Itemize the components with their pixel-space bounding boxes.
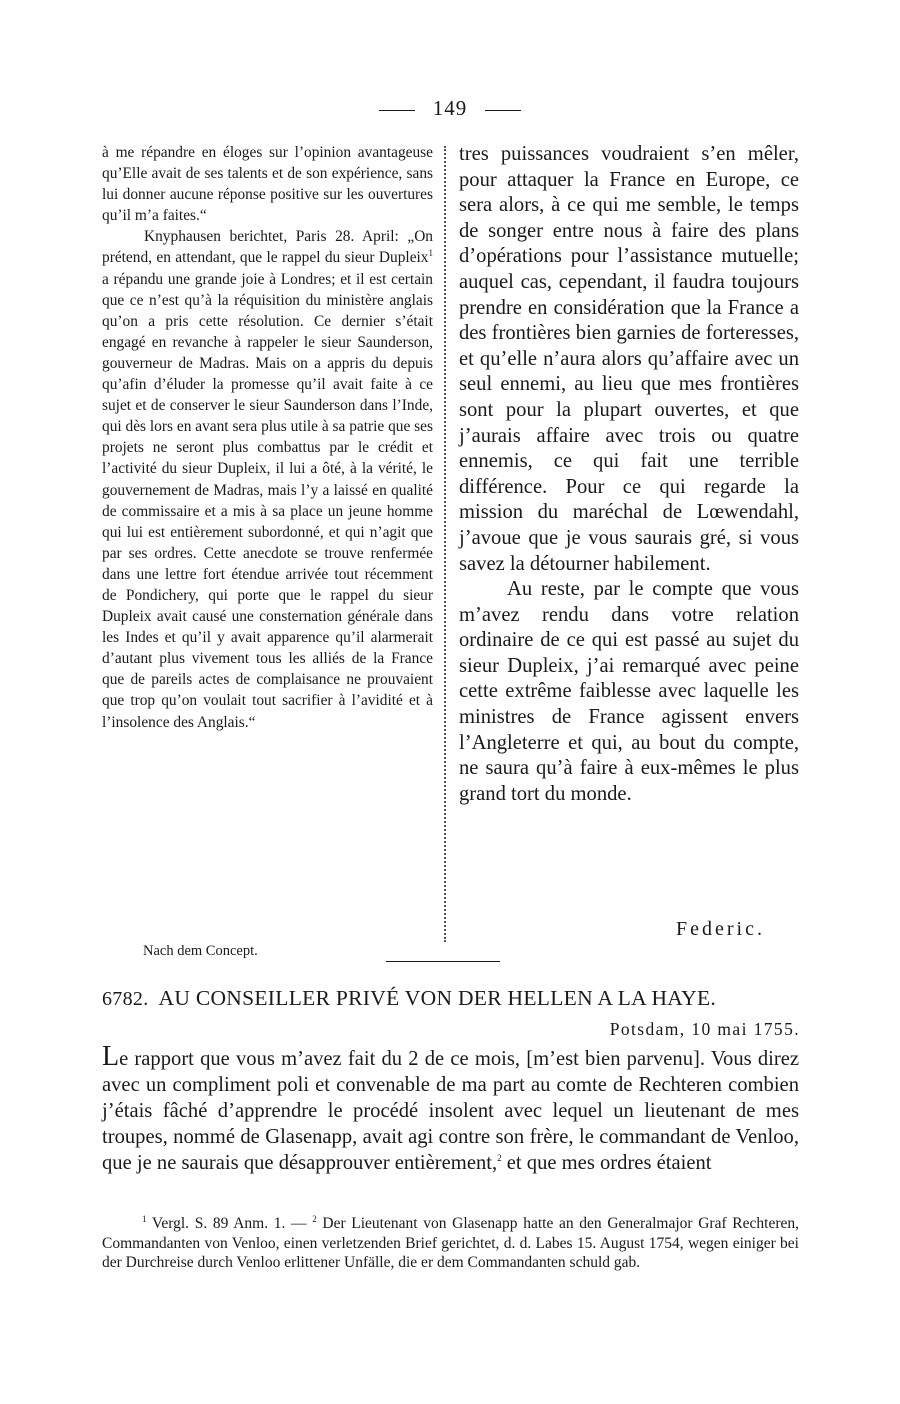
left-paragraph-2-start: Knyphausen berichtet, Paris 28. April: „On prétend, en attendant, que le rappel du sieur Dupleix: [102, 228, 433, 267]
left-paragraph-2: [102, 226, 433, 732]
page-number: 149: [432, 96, 468, 120]
drop-cap: L: [102, 1041, 120, 1072]
place-date: Potsdam, 10 mai 1755.: [609, 1019, 800, 1039]
header-dash-left: [379, 110, 415, 111]
letter-title: AU CONSEILLER PRIVÉ VON DER HELLEN A LA HAYE.: [158, 986, 717, 1010]
letter-body-start: e rapport que vous m’avez fait du 2 de ce mois, [m’est bien parvenu]. Vous direz avec un compliment poli et convenable de ma part au comte de Rechteren combien j’étais fâché d’apprendre le procédé insolent avec lequel un lieutenant de mes troupes, nommé de Glasenapp, avait agi contre son frère, le commandant de Venloo, que je ne saurais que désapprouver entièrement,: [102, 1048, 799, 1174]
footnotes: [102, 1214, 799, 1273]
letter-paragraph: [102, 1041, 799, 1176]
footnote-1-text: Vergl. S. 89 Anm. 1. —: [146, 1215, 313, 1232]
footnote-block: [102, 1214, 799, 1273]
header-dash-right: [485, 110, 521, 111]
footnote-mark-2: 2: [312, 1213, 317, 1224]
footnote-ref-1: 1: [428, 248, 433, 259]
letter-body: [102, 1041, 799, 1176]
source-note: Nach dem Concept.: [143, 943, 258, 959]
footnote-ref-2: 2: [497, 1153, 502, 1164]
left-paragraph-1: à me répandre en éloges sur l’opinion avantageuse qu’Elle avait de ses talents et de son expérience, sans lui donner aucune réponse positive sur les ouvertures qu’il m’a faites.“: [102, 144, 433, 225]
right-paragraph-1: tres puissances voudraient s’en mêler, pour attaquer la France en Europe, ce sera alors, à ce qui me semble, le temps de songer entre nous à faire des plans d’opérations pour l’assistance mutuelle; auquel cas, cependant, il faudra toujours prendre en considération que la France a des frontières bien garnies de forteresses, et qu’elle n’aura alors qu’affaire avec un seul ennemi, au lieu que mes frontières sont pour la plupart ouvertes, et que j’aurais affaire avec trois ou quatre ennemis, ce qui fait une terrible différence. Pour ce qui regarde la mission du maréchal de Lœwendahl, j’avoue que je vous saurais gré, si vous savez la détourner habilement.: [459, 143, 799, 575]
left-paragraph-2-rest: a répandu une grande joie à Londres; et il est certain que ce n’est qu’à la réquisition du ministère anglais qu’on a pris cette résolution. Ce dernier s’était engagé en revanche à rappeler le sieur Saunderson, gouverneur de Madras. Mais on a appris du depuis qu’afin d’éluder la promesse qu’il avait faite à ce sujet et de conserver le sieur Saunderson dans l’Inde, qui dès lors en avant sera plus utile à sa patrie que ses projets ne seront plus combattus par le crédit et l’activité du sieur Dupleix, il lui a ôté, à la vérité, le gouvernement de Madras, mais l’y a laissé en qualité de commissaire et a mis à sa place un jeune homme qui lui est entièrement subordonné, et qui n’agit que par ses ordres. Cette anecdote se trouve renfermée dans une lettre fort étendue arrivée tout récemment de Pondichery, qui porte que le rappel du sieur Dupleix avait causé une consternation générale dans les Indes et qu’il y avait apparence qu’il alarmerait d’autant plus vivement tous les alliés de la France que de pareils actes de complaisance ne prouvaient que trop qu’on voulait tout sacrifier à l’avidité et à l’insolence des Anglais.“: [102, 270, 433, 731]
signature: Federic.: [676, 918, 765, 940]
footnote-mark-1: 1: [142, 1213, 147, 1224]
right-column: [459, 142, 799, 807]
column-divider: [444, 146, 446, 942]
letter-heading: [102, 986, 802, 1011]
letter-number: 6782.: [102, 988, 149, 1010]
page-header: [0, 96, 900, 121]
right-paragraph-2: Au reste, par le compte que vous m’avez rendu dans votre relation ordinaire de ce qui est passé au sujet du sieur Dupleix, j’ai remarqué avec peine cette extrême faiblesse avec laquelle les ministres de France agissent envers l’Angleterre et qui, au bout du compte, ne saura qu’à faire à eux-mêmes le plus grand tort du monde.: [459, 578, 799, 805]
section-rule: [386, 961, 500, 962]
footnote-2-text: Der Lieutenant von Glasenapp hatte an den Generalmajor Graf Rechteren, Commandanten von Venloo, einen verletzenden Brief gerichtet, d. d. Labes 15. August 1754, wegen einiger bei der Durchreise durch Venloo erlittener Unfälle, die er dem Commandanten schuld gab.: [102, 1215, 799, 1271]
letter-body-end: et que mes ordres étaient: [501, 1152, 712, 1174]
left-column: [102, 142, 433, 733]
